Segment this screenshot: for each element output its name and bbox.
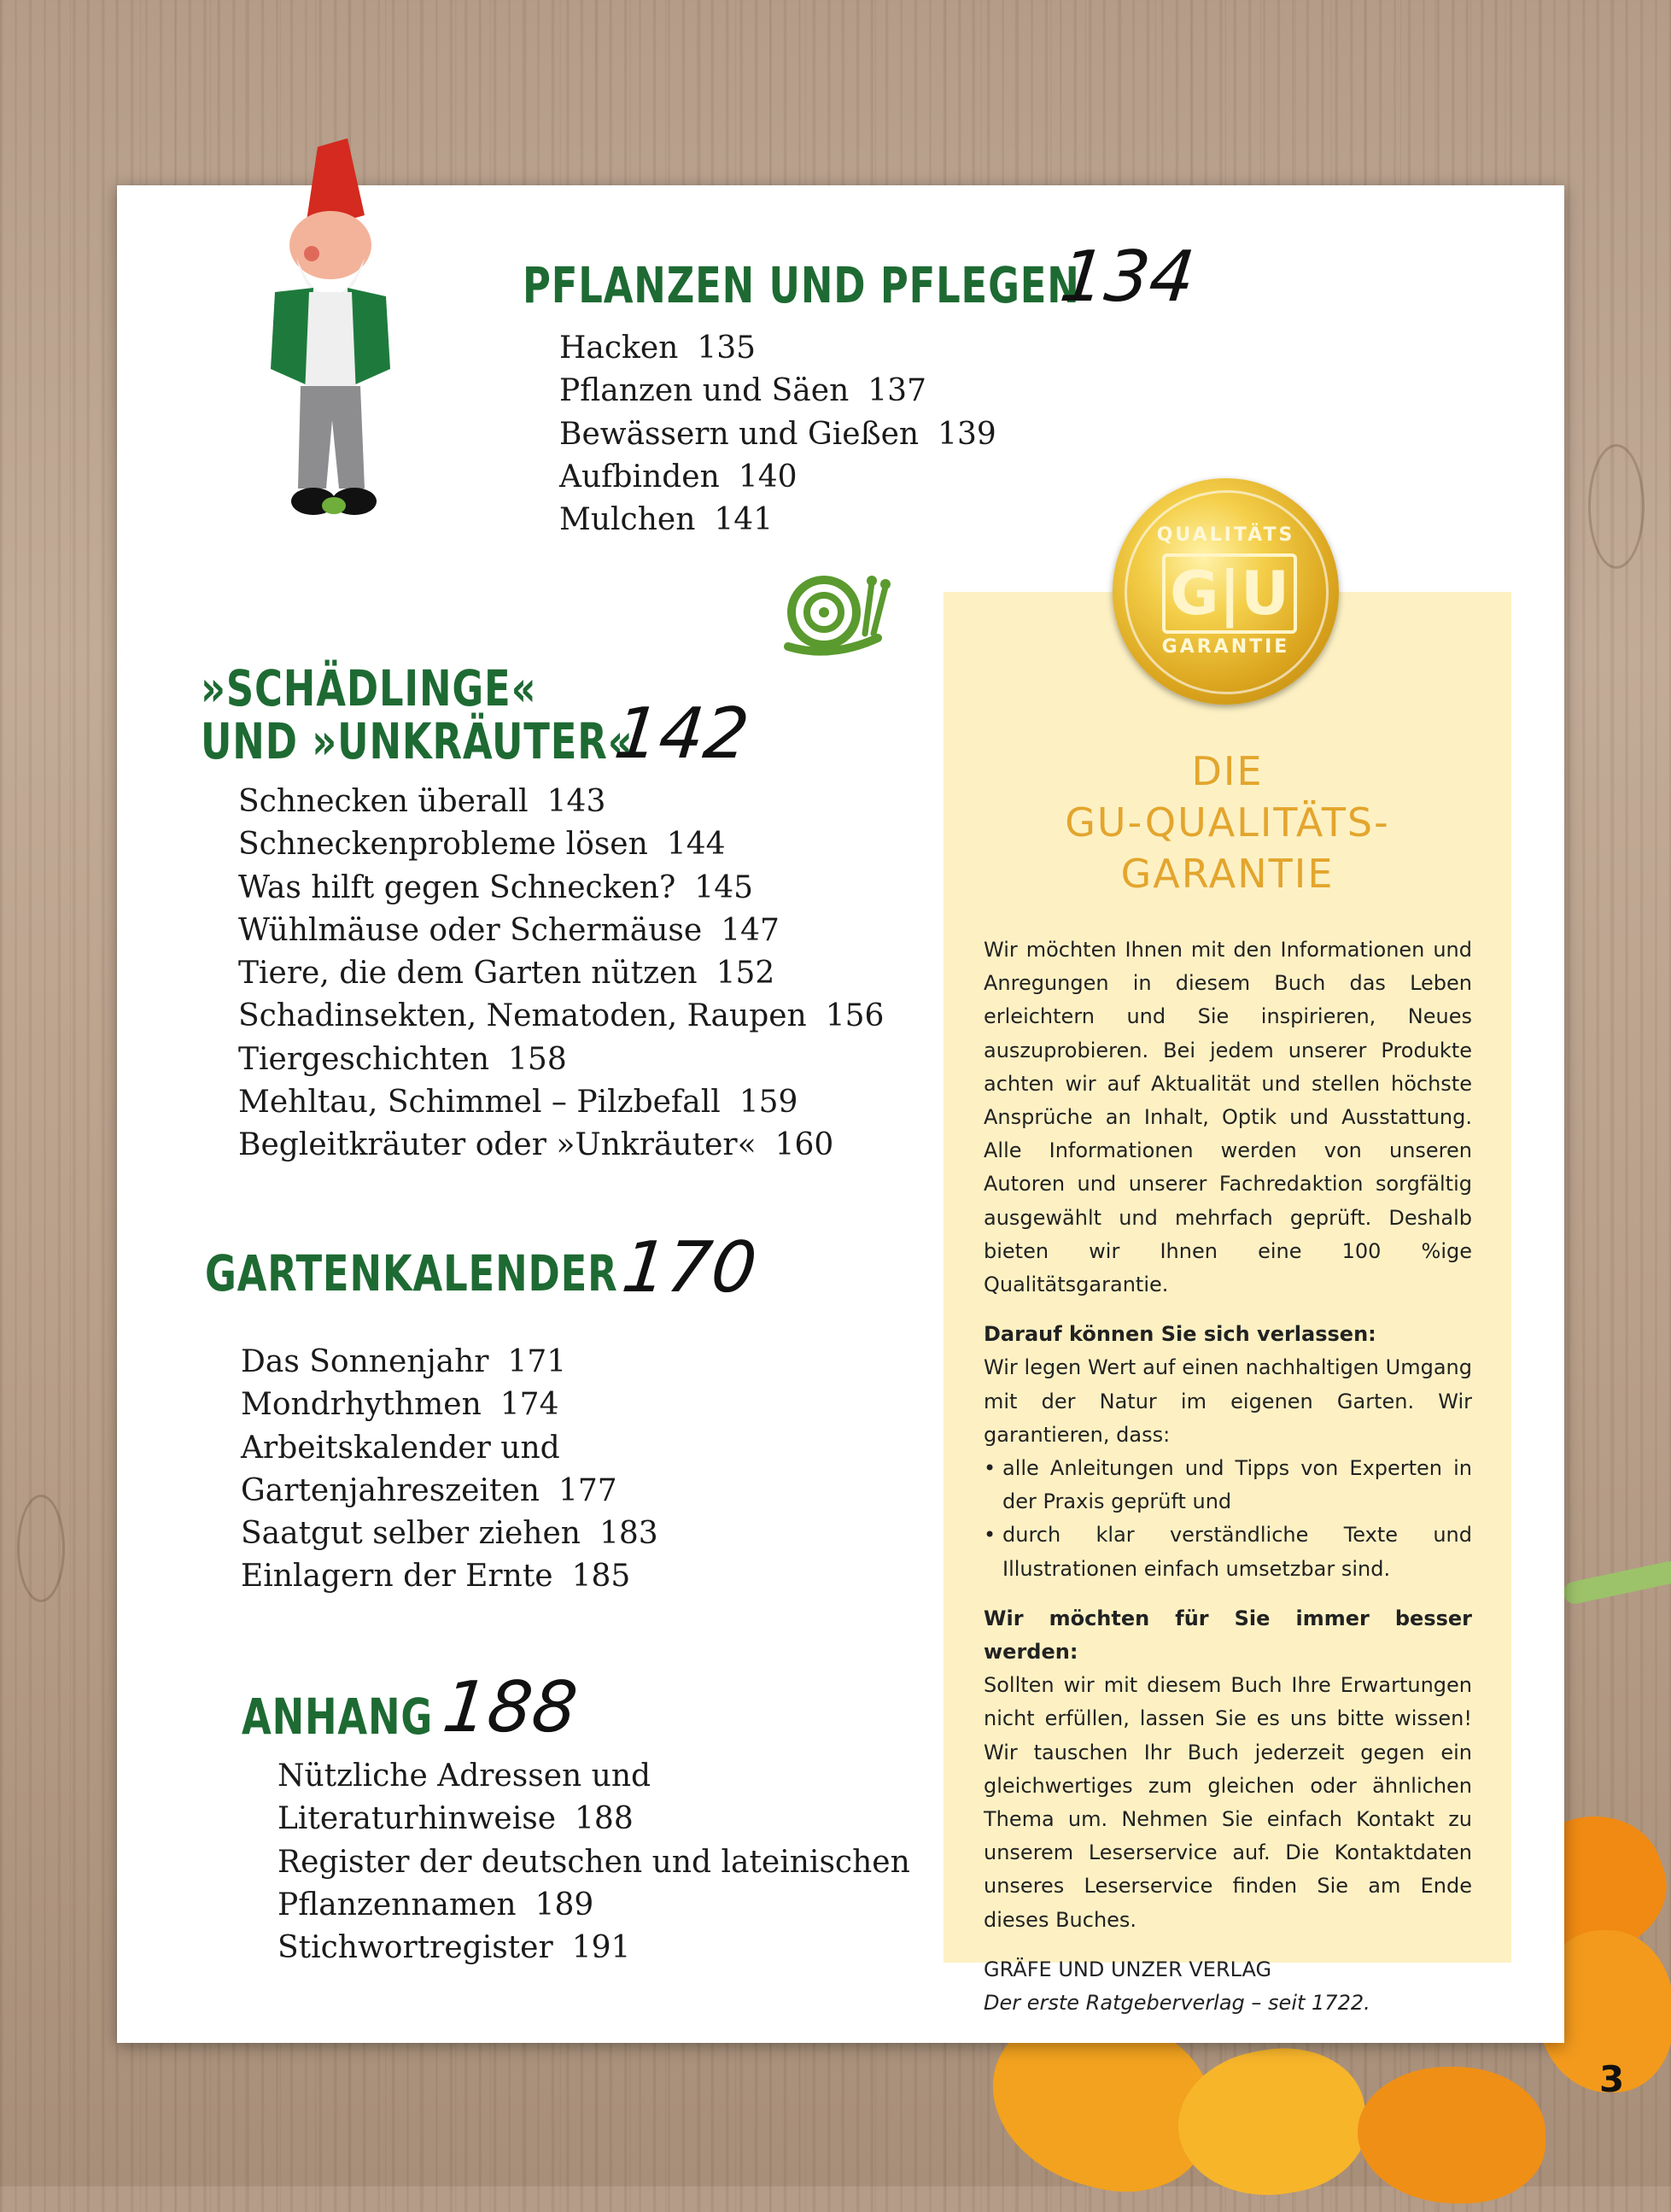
toc-item[interactable]: Literaturhinweise 188 — [278, 1801, 634, 1837]
toc-item[interactable]: Arbeitskalender und — [241, 1430, 560, 1466]
guarantee-section-2: Darauf können Sie sich verlassen: Wir legen Wert auf einen nachhaltigen Umgang mit der Natur im eigenen Garten. Wir garantieren, dass: — [984, 1322, 1472, 1447]
toc-item[interactable]: Gartenjahreszeiten 177 — [241, 1472, 617, 1508]
section-page-anhang: 188 — [439, 1667, 581, 1748]
gnome-figurine — [237, 138, 433, 548]
section-title-pflanzen: PFLANZEN UND PFLEGEN — [523, 256, 1080, 314]
guarantee-intro: Wir möchten Ihnen mit den Informationen und Anregungen in diesem Buch das Leben erleichtern und Sie inspirieren, Neues auszuprobieren. Bei jedem unserer Produkte achten wir auf Aktualität und stellen höchste Ansprüche an Inhalt, Optik und Ausstattung. Alle Informationen werden von unseren Autoren und unserer Fachredaktion sorgfältig ausgewählt und mehrfach geprüft. Deshalb bieten wir Ihnen eine 100 %ige Qualitätsgarantie. — [984, 938, 1472, 1297]
snail-icon — [780, 565, 891, 659]
guarantee-bullet: • alle Anleitungen und Tipps von Experten in der Praxis geprüft und — [984, 1452, 1472, 1519]
section-page-gartenkalender: 170 — [618, 1227, 761, 1308]
toc-item[interactable]: Register der deutschen und lateinischen — [278, 1844, 910, 1880]
guarantee-bullets — [984, 1452, 1472, 1586]
toc-item[interactable]: Aufbinden 140 — [559, 459, 798, 494]
toc-item[interactable]: Hacken 135 — [559, 331, 757, 366]
toc-item[interactable]: Wühlmäuse oder Schermäuse 147 — [238, 912, 780, 948]
toc-item[interactable]: Pflanzen und Säen 137 — [559, 373, 926, 409]
quality-guarantee-box — [944, 592, 1511, 2016]
toc-list-gartenkalender — [241, 1341, 658, 1599]
guarantee-section-3: Wir möchten für Sie immer besser werden: Sollten wir mit diesem Buch Ihre Erwartungen nicht erfüllen, lassen Sie es uns bitte wissen! Wir tauschen Ihr Buch jederzeit gegen ein gleichwertiges zum gleichen oder ähnlichen Thema um. Nehmen Sie einfach Kontakt zu unserem Leserservice auf. Die Kontaktdaten unseres Leserservice finden Sie am Ende dieses Buches. — [984, 1606, 1472, 1932]
guarantee-text — [984, 933, 1472, 2036]
section-title-schaedlinge: »SCHÄDLINGE« UND »UNKRÄUTER« — [201, 659, 634, 770]
toc-item[interactable]: Mondrhythmen 174 — [241, 1387, 559, 1423]
toc-item[interactable]: Mulchen 141 — [559, 502, 774, 538]
toc-item[interactable]: Stichwortregister 191 — [278, 1930, 631, 1966]
quality-seal-icon: QUALITÄTS G|U GARANTIE — [1113, 478, 1339, 705]
guarantee-bullet: • durch klar verständliche Texte und Illustrationen einfach umsetzbar sind. — [984, 1519, 1472, 1585]
wood-knot — [1588, 444, 1645, 569]
section-title-anhang: ANHANG — [242, 1688, 434, 1746]
toc-item[interactable]: Begleitkräuter oder »Unkräuter« 160 — [238, 1127, 834, 1163]
toc-item[interactable]: Saatgut selber ziehen 183 — [241, 1516, 658, 1552]
toc-item[interactable]: Schnecken überall 143 — [238, 784, 606, 819]
toc-list-anhang — [278, 1755, 929, 1969]
toc-item[interactable]: Tiere, die dem Garten nützen 152 — [238, 956, 775, 992]
toc-item[interactable]: Einlagern der Ernte 185 — [241, 1559, 631, 1595]
toc-item[interactable]: Das Sonnenjahr 171 — [241, 1344, 567, 1379]
toc-item[interactable]: Nützliche Adressen und — [278, 1758, 651, 1794]
toc-item[interactable]: Mehltau, Schimmel – Pilzbefall 159 — [238, 1085, 798, 1121]
toc-item[interactable]: Was hilft gegen Schnecken? 145 — [238, 869, 754, 905]
guarantee-publisher: GRÄFE UND UNZER VERLAG Der erste Ratgeberverlag – seit 1722. — [984, 1957, 1370, 2016]
guarantee-title: DIE GU-QUALITÄTS- GARANTIE — [1065, 748, 1390, 897]
toc-item[interactable]: Schneckenprobleme lösen 144 — [238, 827, 726, 863]
toc-list-schaedlinge — [238, 781, 884, 1167]
section-page-schaedlinge: 142 — [611, 693, 753, 775]
section-title-gartenkalender: GARTENKALENDER — [205, 1244, 618, 1302]
wood-knot — [17, 1495, 65, 1602]
page-number: 3 — [1599, 2058, 1625, 2100]
toc-item[interactable]: Bewässern und Gießen 139 — [559, 416, 996, 452]
toc-item[interactable]: Tiergeschichten 158 — [238, 1041, 567, 1077]
toc-item[interactable]: Schadinsekten, Nematoden, Raupen 156 — [238, 998, 885, 1034]
section-page-pflanzen: 134 — [1056, 237, 1199, 318]
toc-item[interactable]: Pflanzennamen 189 — [278, 1887, 594, 1922]
toc-list-pflanzen — [559, 327, 996, 541]
